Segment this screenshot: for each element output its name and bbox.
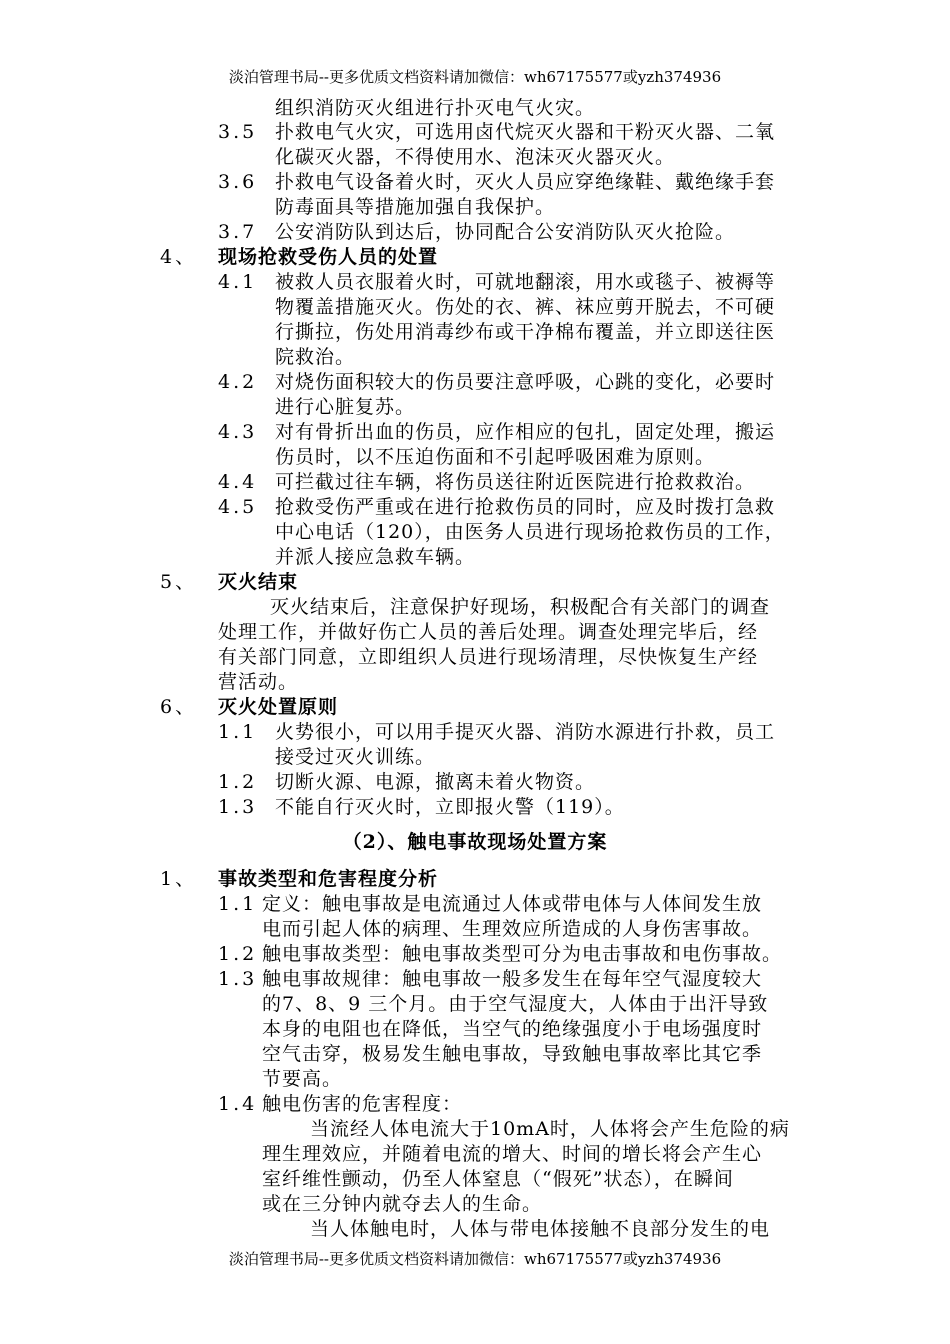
item-number: 4、 bbox=[160, 246, 198, 268]
text-line: 本身的电阻也在降低，当空气的绝缘强度小于电场强度时 bbox=[262, 1018, 763, 1040]
text-line: 有关部门同意，立即组织人员进行现场清理，尽快恢复生产经 bbox=[218, 646, 759, 668]
text-line: 接受过灭火训练。 bbox=[275, 746, 436, 768]
text-line: 化碳灭火器，不得使用水、泡沫灭火器灭火。 bbox=[275, 146, 676, 168]
item-number: 1、 bbox=[160, 868, 198, 890]
item-number: 1.1 bbox=[218, 893, 258, 915]
item-number: 1.2 bbox=[218, 771, 258, 793]
section-heading: 现场抢救受伤人员的处置 bbox=[218, 246, 439, 268]
text-line: 触电事故规律：触电事故一般多发生在每年空气湿度较大 bbox=[262, 968, 763, 990]
section-heading: 事故类型和危害程度分析 bbox=[218, 868, 439, 890]
text-line: 触电伤害的危害程度： bbox=[262, 1093, 463, 1115]
text-line: 扑救电气火灾，可选用卤代烷灭火器和干粉灭火器、二氧 bbox=[275, 121, 776, 143]
item-number: 6、 bbox=[160, 696, 198, 718]
item-number: 1.3 bbox=[218, 796, 258, 818]
text-line: 公安消防队到达后，协同配合公安消防队灭火抢险。 bbox=[275, 221, 736, 243]
item-number: 4.5 bbox=[218, 496, 258, 518]
text-line: 抢救受伤严重或在进行抢救伤员的同时，应及时拨打急救 bbox=[275, 496, 776, 518]
text-line: 防毒面具等措施加强自我保护。 bbox=[275, 196, 556, 218]
item-number: 4.1 bbox=[218, 271, 258, 293]
text-line: 物覆盖措施灭火。伤处的衣、裤、袜应剪开脱去，不可硬 bbox=[275, 296, 776, 318]
page-header: 淡泊管理书局--更多优质文档资料请加微信：wh67175577或yzh374936 bbox=[228, 68, 722, 86]
item-number: 4.2 bbox=[218, 371, 258, 393]
text-line: 火势很小，可以用手提灭火器、消防水源进行扑救，员工 bbox=[275, 721, 776, 743]
item-number: 3.7 bbox=[218, 221, 258, 243]
text-line: 不能自行灭火时，立即报火警（119）。 bbox=[275, 796, 625, 818]
item-number: 4.4 bbox=[218, 471, 258, 493]
text-line: 处理工作，并做好伤亡人员的善后处理。调查处理完毕后，经 bbox=[218, 621, 759, 643]
text-line: 扑救电气设备着火时，灭火人员应穿绝缘鞋、戴绝缘手套 bbox=[275, 171, 776, 193]
item-number: 5、 bbox=[160, 571, 198, 593]
text-line: 触电事故类型：触电事故类型可分为电击事故和电伤事故。 bbox=[262, 943, 783, 965]
section-heading: 灭火结束 bbox=[218, 571, 299, 593]
text-line: 空气击穿，极易发生触电事故，导致触电事故率比其它季 bbox=[262, 1043, 763, 1065]
text-line: 室纤维性颤动，仍至人体窒息（“假死”状态），在瞬间 bbox=[262, 1168, 734, 1190]
text-line: 行撕拉，伤处用消毒纱布或干净棉布覆盖，并立即送往医 bbox=[275, 321, 776, 343]
item-number: 1.2 bbox=[218, 943, 258, 965]
text-line: 的7、8、9 三个月。由于空气湿度大，人体由于出汗导致 bbox=[262, 993, 769, 1015]
text-line: 对烧伤面积较大的伤员要注意呼吸，心跳的变化，必要时 bbox=[275, 371, 776, 393]
text-line: 定义：触电事故是电流通过人体或带电体与人体间发生放 bbox=[262, 893, 763, 915]
item-number: 3.6 bbox=[218, 171, 258, 193]
text-line: 营活动。 bbox=[218, 671, 299, 693]
text-line: 灭火结束后，注意保护好现场，积极配合有关部门的调查 bbox=[270, 596, 771, 618]
item-number: 4.3 bbox=[218, 421, 258, 443]
text-line: 被救人员衣服着火时，可就地翻滚，用水或毯子、被褥等 bbox=[275, 271, 776, 293]
text-line: 当流经人体电流大于10mA时，人体将会产生危险的病 bbox=[310, 1118, 790, 1140]
text-line: 中心电话（120），由医务人员进行现场抢救伤员的工作， bbox=[275, 521, 785, 543]
text-line: 切断火源、电源，撤离未着火物资。 bbox=[275, 771, 596, 793]
text-line: 当人体触电时，人体与带电体接触不良部分发生的电 bbox=[310, 1218, 771, 1240]
section-heading: （2）、触电事故现场处置方案 bbox=[342, 831, 608, 853]
item-number: 3.5 bbox=[218, 121, 258, 143]
text-line: 院救治。 bbox=[275, 346, 356, 368]
text-line: 理生理效应，并随着电流的增大、时间的增长将会产生心 bbox=[262, 1143, 763, 1165]
text-line: 伤员时，以不压迫伤面和不引起呼吸困难为原则。 bbox=[275, 446, 716, 468]
text-line: 或在三分钟内就夺去人的生命。 bbox=[262, 1193, 543, 1215]
text-line: 组织消防灭火组进行扑灭电气火灾。 bbox=[275, 97, 596, 119]
item-number: 1.4 bbox=[218, 1093, 258, 1115]
section-heading: 灭火处置原则 bbox=[218, 696, 339, 718]
text-line: 节要高。 bbox=[262, 1068, 343, 1090]
page-footer: 淡泊管理书局--更多优质文档资料请加微信：wh67175577或yzh374936 bbox=[228, 1250, 722, 1268]
item-number: 1.1 bbox=[218, 721, 258, 743]
item-number: 1.3 bbox=[218, 968, 258, 990]
text-line: 进行心脏复苏。 bbox=[275, 396, 416, 418]
text-line: 电而引起人体的病理、生理效应所造成的人身伤害事故。 bbox=[262, 918, 763, 940]
text-line: 可拦截过往车辆，将伤员送往附近医院进行抢救救治。 bbox=[275, 471, 756, 493]
text-line: 并派人接应急救车辆。 bbox=[275, 546, 476, 568]
text-line: 对有骨折出血的伤员，应作相应的包扎，固定处理，搬运 bbox=[275, 421, 776, 443]
